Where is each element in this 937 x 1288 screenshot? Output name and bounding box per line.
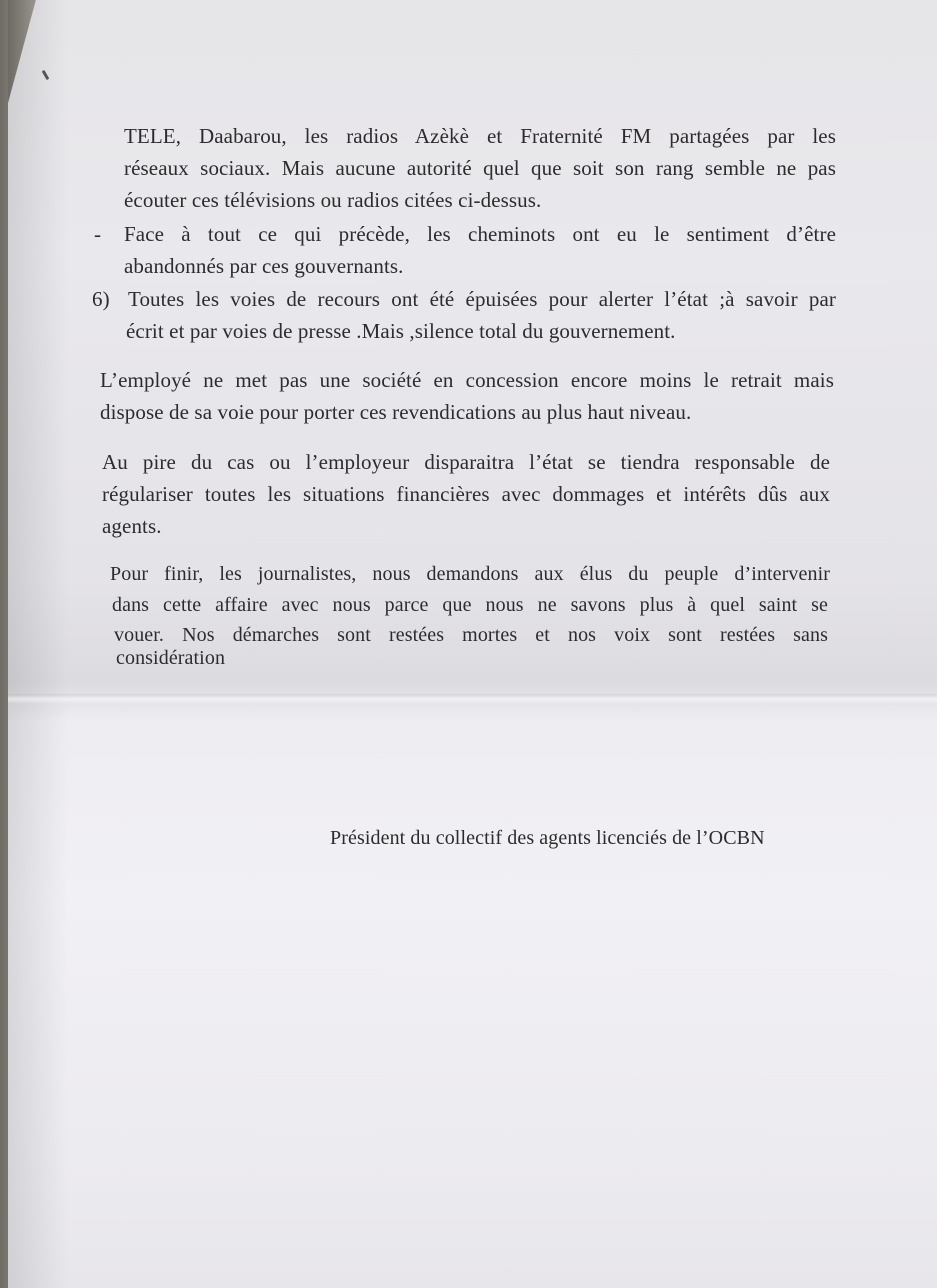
item-number: 6) xyxy=(92,287,110,311)
text-line: écrit et par voies de presse .Mais ,silence total du gouvernement. xyxy=(126,319,676,343)
text-line: L’employé ne met pas une société en concession encore moins le retrait mais xyxy=(100,368,834,392)
bullet-marker: - xyxy=(94,222,102,246)
text-line: Toutes les voies de recours ont été épuisées pour alerter l’état ;à savoir par xyxy=(128,287,836,311)
text-line: vouer. Nos démarches sont restées mortes et nos voix sont restées sans xyxy=(114,624,828,646)
text-line: Face à tout ce qui précède, les cheminots ont eu le sentiment d’être xyxy=(124,222,836,246)
text-line: régulariser toutes les situations financières avec dommages et intérêts dûs aux xyxy=(102,482,830,506)
text-line: dispose de sa voie pour porter ces revendications au plus haut niveau. xyxy=(100,400,692,424)
text-line: considération xyxy=(116,647,226,669)
text-line: Au pire du cas ou l’employeur disparaitra l’état se tiendra responsable de xyxy=(102,450,830,474)
signature-line: Président du collectif des agents licenciés de l’OCBN xyxy=(330,827,765,849)
text-line: TELE, Daabarou, les radios Azèkè et Fraternité FM partagées par les xyxy=(124,124,836,148)
text-line: abandonnés par ces gouvernants. xyxy=(124,254,404,278)
text-line: dans cette affaire avec nous parce que nous ne savons plus à quel saint se xyxy=(112,594,828,616)
text-line: réseaux sociaux. Mais aucune autorité quel que soit son rang semble ne pas xyxy=(124,156,836,180)
text-line: Pour finir, les journalistes, nous demandons aux élus du peuple d’intervenir xyxy=(110,563,830,585)
text-line: agents. xyxy=(102,514,162,538)
text-line: écouter ces télévisions ou radios citées ci-dessus. xyxy=(124,188,542,212)
